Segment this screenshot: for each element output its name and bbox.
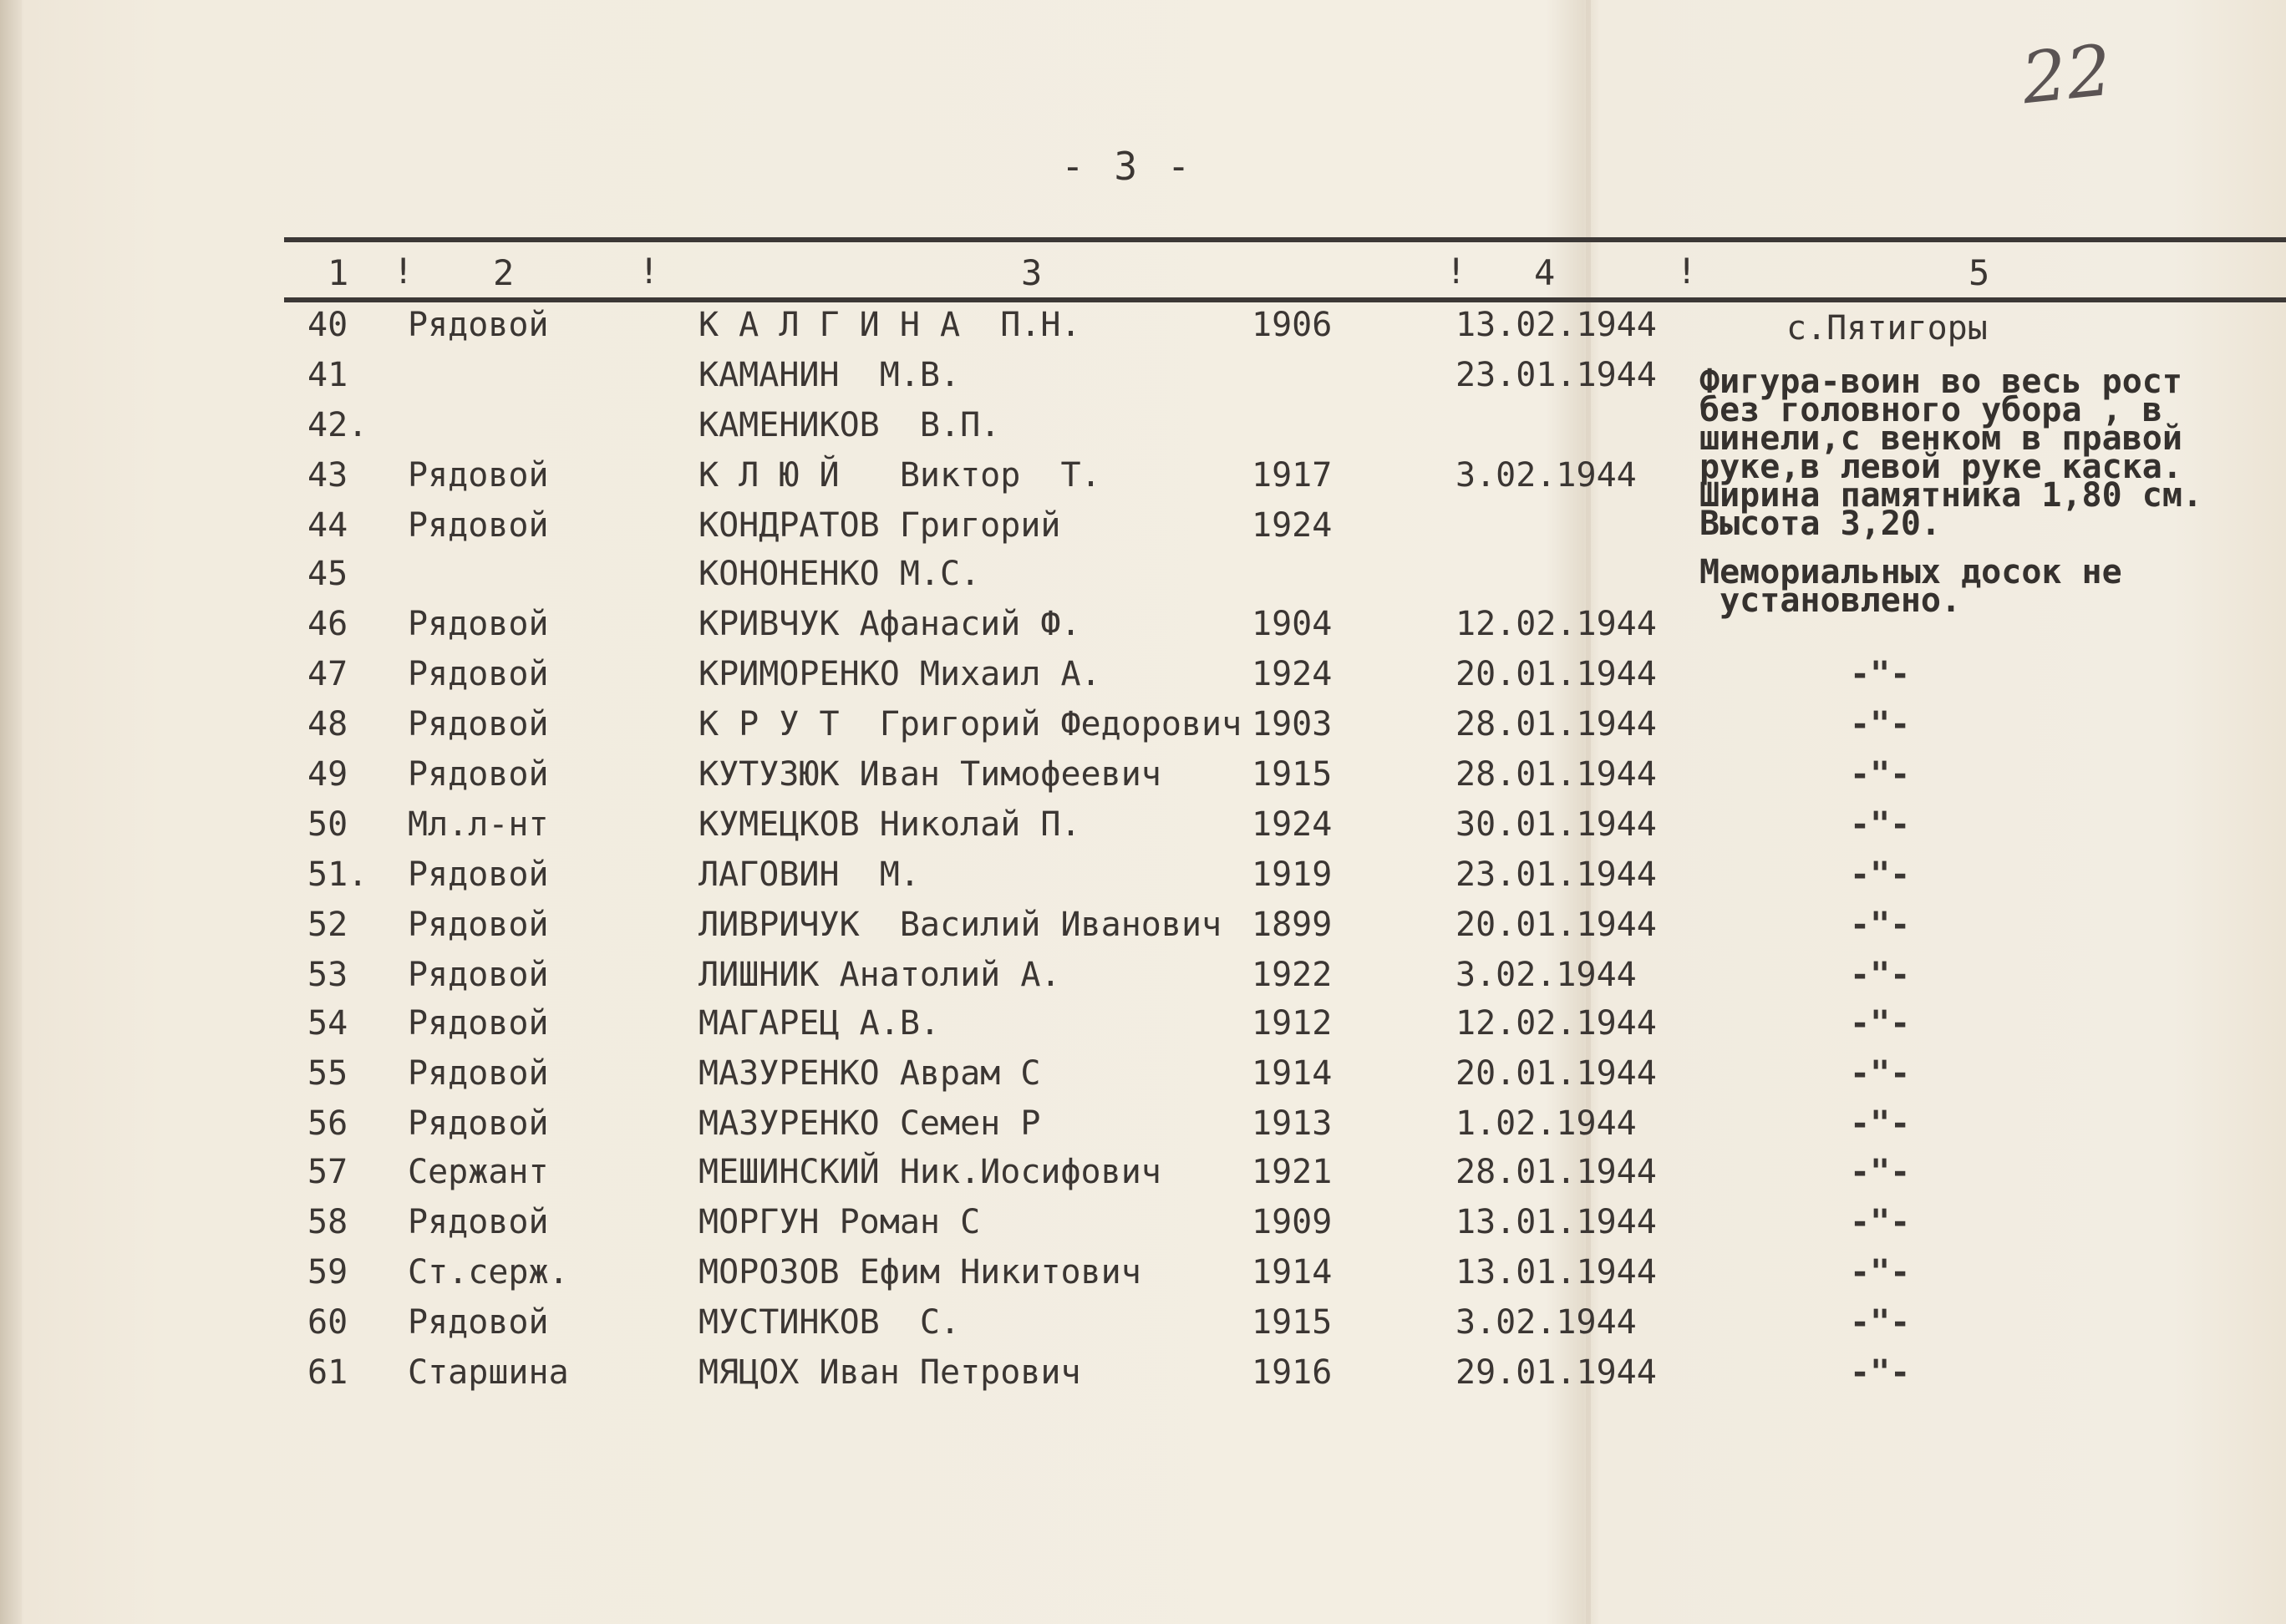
record-number: 43 [307, 456, 348, 495]
record-number: 46 [307, 605, 348, 643]
record-note: -"- [1850, 1054, 1911, 1093]
column-header-5: 5 [1968, 252, 1990, 293]
record-rank: Рядовой [408, 1104, 549, 1143]
record-number: 48 [307, 705, 348, 743]
record-name: КАМЕНИКОВ В.П. [698, 406, 1001, 444]
record-name: МОРОЗОВ Ефим Никитович [698, 1253, 1141, 1292]
description-line: Высота 3,20. [1699, 505, 1941, 543]
record-number: 42. [307, 406, 368, 444]
record-name: КУТУЗЮК Иван Тимофеевич [698, 755, 1161, 794]
record-death-date: 29.01.1944 [1455, 1353, 1657, 1392]
record-number: 58 [307, 1203, 348, 1241]
record-number: 41 [307, 356, 348, 394]
column-header-1: 1 [328, 252, 349, 293]
record-rank: Рядовой [408, 605, 549, 643]
burial-location: с.Пятигоры [1786, 309, 1988, 348]
record-rank: Рядовой [408, 1203, 549, 1241]
record-name: ЛИВРИЧУК Василий Иванович [698, 906, 1222, 944]
record-birth-year: 1919 [1252, 855, 1333, 894]
record-number: 57 [307, 1153, 348, 1191]
record-birth-year: 1904 [1252, 605, 1333, 643]
record-number: 59 [307, 1253, 348, 1292]
monument-description [1699, 363, 2234, 620]
record-death-date: 20.01.1944 [1455, 655, 1657, 693]
record-death-date: 12.02.1944 [1455, 605, 1657, 643]
record-birth-year: 1906 [1252, 306, 1333, 344]
record-birth-year: 1924 [1252, 655, 1333, 693]
record-name: МАЗУРЕНКО Семен Р [698, 1104, 1041, 1143]
record-rank: Рядовой [408, 456, 549, 495]
record-name: МУСТИНКОВ С. [698, 1303, 961, 1342]
column-separator: ! [1445, 251, 1467, 292]
record-number: 50 [307, 805, 348, 844]
table-top-rule [284, 237, 2286, 242]
record-number: 55 [307, 1054, 348, 1093]
record-death-date: 28.01.1944 [1455, 705, 1657, 743]
description-line: шинели,с венком в правой [1699, 419, 2182, 458]
record-rank: Рядовой [408, 755, 549, 794]
record-name: КУМЕЦКОВ Николай П. [698, 805, 1081, 844]
plaques-line: Мемориальных досок не [1699, 553, 2122, 591]
record-name: ЛАГОВИН М. [698, 855, 920, 894]
record-name: МЕШИНСКИЙ Ник.Иосифович [698, 1153, 1161, 1191]
column-separator: ! [1676, 251, 1698, 292]
record-name: К А Л Г И Н А П.Н. [698, 306, 1081, 344]
record-birth-year: 1903 [1252, 705, 1333, 743]
record-death-date: 28.01.1944 [1455, 1153, 1657, 1191]
record-death-date: 3.02.1944 [1455, 1303, 1637, 1342]
record-note: -"- [1850, 1004, 1911, 1043]
record-rank: Рядовой [408, 506, 549, 545]
record-death-date: 13.01.1944 [1455, 1253, 1657, 1292]
record-death-date: 23.01.1944 [1455, 855, 1657, 894]
record-birth-year: 1921 [1252, 1153, 1333, 1191]
record-birth-year: 1912 [1252, 1004, 1333, 1043]
record-note: -"- [1850, 1353, 1911, 1392]
record-number: 45 [307, 555, 348, 593]
record-rank: Старшина [408, 1353, 569, 1392]
record-birth-year: 1909 [1252, 1203, 1333, 1241]
record-rank: Рядовой [408, 1054, 549, 1093]
record-rank: Мл.л-нт [408, 805, 549, 844]
record-number: 40 [307, 306, 348, 344]
record-death-date: 13.01.1944 [1455, 1203, 1657, 1241]
record-name: К Л Ю Й Виктор Т. [698, 456, 1101, 495]
record-note: -"- [1850, 1203, 1911, 1241]
page-title: - 3 - [1061, 144, 1194, 189]
record-number: 49 [307, 755, 348, 794]
record-note: -"- [1850, 906, 1911, 944]
description-line: без головного убора , в [1699, 391, 2162, 429]
record-death-date: 20.01.1944 [1455, 906, 1657, 944]
record-note: -"- [1850, 1153, 1911, 1191]
record-birth-year: 1915 [1252, 1303, 1333, 1342]
record-death-date: 1.02.1944 [1455, 1104, 1637, 1143]
record-note: -"- [1850, 956, 1911, 994]
record-number: 54 [307, 1004, 348, 1043]
record-number: 44 [307, 506, 348, 545]
left-binding-margin [0, 0, 22, 1624]
record-name: МЯЦОХ Иван Петрович [698, 1353, 1081, 1392]
description-line: Ширина памятника 1,80 см. [1699, 476, 2203, 515]
record-rank: Рядовой [408, 855, 549, 894]
plaques-line: установлено. [1699, 581, 1962, 620]
record-name: КОНОНЕНКО М.С. [698, 555, 981, 593]
record-birth-year: 1914 [1252, 1253, 1333, 1292]
column-header-3: 3 [1021, 252, 1043, 293]
record-number: 52 [307, 906, 348, 944]
record-rank: Рядовой [408, 956, 549, 994]
description-line: руке,в левой руке каска. [1699, 448, 2182, 486]
record-birth-year: 1915 [1252, 755, 1333, 794]
record-number: 47 [307, 655, 348, 693]
record-number: 60 [307, 1303, 348, 1342]
record-name: К Р У Т Григорий Федорович [698, 705, 1242, 743]
record-note: -"- [1850, 755, 1911, 794]
description-line: Фигура-воин во весь рост [1699, 363, 2182, 401]
table-header-rule [284, 297, 2286, 302]
record-birth-year: 1917 [1252, 456, 1333, 495]
record-rank: Рядовой [408, 705, 549, 743]
record-note: -"- [1850, 855, 1911, 894]
record-rank: Рядовой [408, 655, 549, 693]
record-note: -"- [1850, 705, 1911, 743]
record-name: МАГАРЕЦ А.В. [698, 1004, 940, 1043]
record-birth-year: 1916 [1252, 1353, 1333, 1392]
record-rank: Ст.серж. [408, 1253, 569, 1292]
record-name: КРИМОРЕНКО Михаил А. [698, 655, 1101, 693]
record-note: -"- [1850, 1303, 1911, 1342]
handwritten-page-number: 22 [2018, 28, 2116, 120]
record-name: КРИВЧУК Афанасий Ф. [698, 605, 1081, 643]
record-note: -"- [1850, 805, 1911, 844]
record-birth-year: 1922 [1252, 956, 1333, 994]
column-separator: ! [393, 251, 414, 292]
record-rank: Рядовой [408, 1004, 549, 1043]
record-rank: Рядовой [408, 306, 549, 344]
record-rank: Рядовой [408, 906, 549, 944]
record-birth-year: 1924 [1252, 506, 1333, 545]
record-death-date: 13.02.1944 [1455, 306, 1657, 344]
record-note: -"- [1850, 1104, 1911, 1143]
record-rank: Рядовой [408, 1303, 549, 1342]
record-death-date: 28.01.1944 [1455, 755, 1657, 794]
record-number: 51. [307, 855, 368, 894]
record-birth-year: 1899 [1252, 906, 1333, 944]
record-note: -"- [1850, 655, 1911, 693]
record-death-date: 3.02.1944 [1455, 956, 1637, 994]
record-rank: Сержант [408, 1153, 549, 1191]
column-header-2: 2 [493, 252, 515, 293]
column-separator: ! [638, 251, 660, 292]
record-name: ЛИШНИК Анатолий А. [698, 956, 1061, 994]
record-number: 53 [307, 956, 348, 994]
record-death-date: 12.02.1944 [1455, 1004, 1657, 1043]
record-death-date: 20.01.1944 [1455, 1054, 1657, 1093]
record-death-date: 3.02.1944 [1455, 456, 1637, 495]
record-death-date: 30.01.1944 [1455, 805, 1657, 844]
record-number: 61 [307, 1353, 348, 1392]
record-death-date: 23.01.1944 [1455, 356, 1657, 394]
record-name: КОНДРАТОВ Григорий [698, 506, 1061, 545]
record-note: -"- [1850, 1253, 1911, 1292]
record-number: 56 [307, 1104, 348, 1143]
record-name: МОРГУН Роман С [698, 1203, 981, 1241]
record-name: КАМАНИН М.В. [698, 356, 961, 394]
column-header-4: 4 [1534, 252, 1556, 293]
record-birth-year: 1924 [1252, 805, 1333, 844]
record-birth-year: 1913 [1252, 1104, 1333, 1143]
record-birth-year: 1914 [1252, 1054, 1333, 1093]
record-name: МАЗУРЕНКО Аврам С [698, 1054, 1041, 1093]
